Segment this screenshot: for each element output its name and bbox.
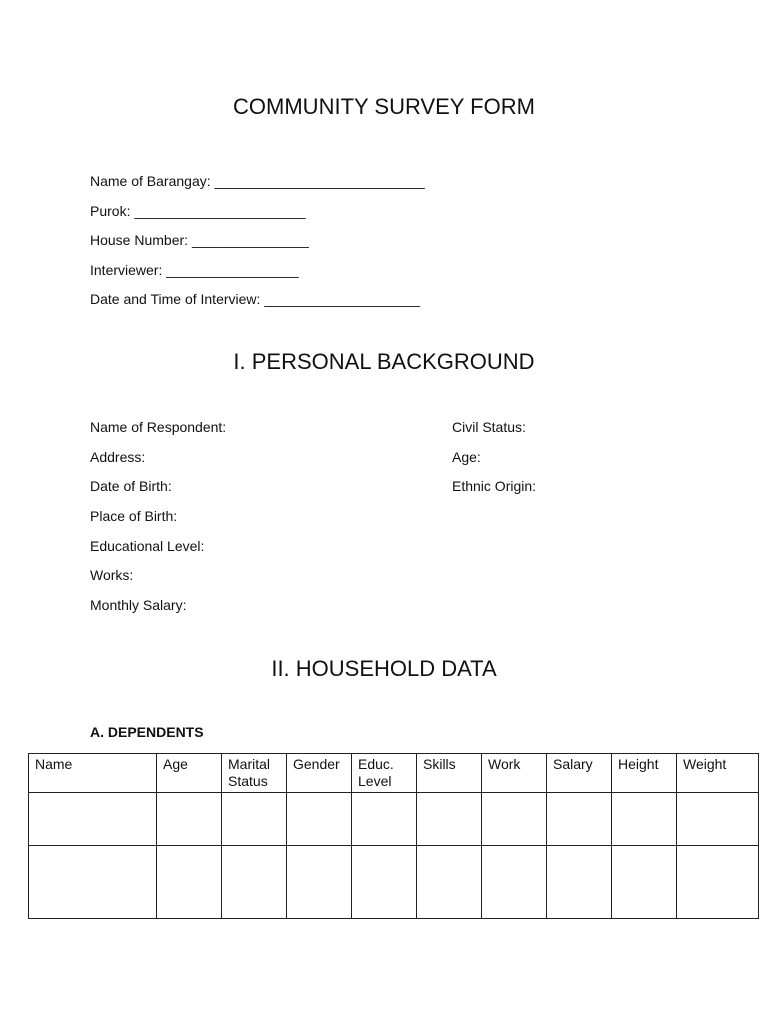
table-cell: [157, 846, 222, 919]
field-blank: _______________: [191, 232, 309, 248]
field-label: Name of Barangay:: [90, 173, 211, 189]
column-header: Skills: [417, 754, 482, 793]
table-cell: [612, 793, 677, 846]
table-cell: [352, 793, 417, 846]
date-of-birth-label: Date of Birth:: [90, 478, 172, 495]
ethnic-origin-label: Ethnic Origin:: [452, 478, 537, 495]
column-header: Weight: [677, 754, 759, 793]
age-label: Age:: [452, 448, 481, 465]
house-number-field: [90, 231, 425, 261]
purok-field: [90, 202, 425, 232]
field-blank: ______________________: [134, 202, 306, 219]
table-row: [29, 846, 759, 919]
table-cell: [677, 793, 759, 846]
field-blank: ___________________________: [214, 173, 425, 189]
civil-status-label: Civil Status:: [452, 419, 526, 435]
table-cell: [222, 793, 287, 846]
barangay-field: [90, 172, 425, 202]
table-cell: [287, 846, 352, 919]
column-header: Educ. Level: [352, 754, 417, 793]
table-cell: [677, 846, 759, 919]
personal-fields-left: [90, 418, 226, 626]
table-row: [29, 793, 759, 846]
table-cell: [482, 846, 547, 919]
dependents-table: [28, 753, 759, 919]
table-cell: [157, 793, 222, 846]
column-header: Age: [157, 754, 222, 793]
section-title-personal-background: I. PERSONAL BACKGROUND: [233, 349, 535, 374]
table-cell: [29, 846, 157, 919]
table-cell: [482, 793, 547, 846]
field-blank: ____________________: [264, 291, 421, 307]
table-cell: [417, 793, 482, 846]
monthly-salary-label: Monthly Salary:: [90, 597, 187, 614]
header-fields: [90, 172, 425, 320]
table-cell: [612, 846, 677, 919]
table-cell: [352, 846, 417, 919]
respondent-name-label: Name of Respondent:: [90, 419, 227, 435]
section-title-household-data: II. HOUSEHOLD DATA: [271, 656, 497, 681]
subsection-title-dependents: A. DEPENDENTS: [90, 724, 204, 740]
field-label: Interviewer:: [90, 261, 163, 278]
educational-level-label: Educational Level:: [90, 537, 205, 554]
works-label: Works:: [90, 567, 134, 584]
column-header: Gender: [287, 754, 352, 793]
field-label: Purok:: [90, 202, 131, 219]
table-cell: [417, 846, 482, 919]
field-label: Date and Time of Interview:: [90, 291, 261, 307]
table-cell: [547, 846, 612, 919]
interviewer-field: [90, 261, 425, 291]
column-header: Height: [612, 754, 677, 793]
column-header: Work: [482, 754, 547, 793]
table-cell: [29, 793, 157, 846]
personal-fields-right: [452, 418, 536, 507]
table-cell: [547, 793, 612, 846]
field-blank: _________________: [166, 261, 299, 278]
document-title: COMMUNITY SURVEY FORM: [233, 94, 535, 119]
column-header: Salary: [547, 754, 612, 793]
column-header: Name: [29, 754, 157, 793]
address-label: Address:: [90, 448, 146, 465]
interview-datetime-field: [90, 290, 425, 320]
table-cell: [287, 793, 352, 846]
column-header: Marital Status: [222, 754, 287, 793]
table-header-row: [29, 754, 759, 793]
field-label: House Number:: [90, 232, 189, 248]
table-cell: [222, 846, 287, 919]
place-of-birth-label: Place of Birth:: [90, 508, 178, 525]
